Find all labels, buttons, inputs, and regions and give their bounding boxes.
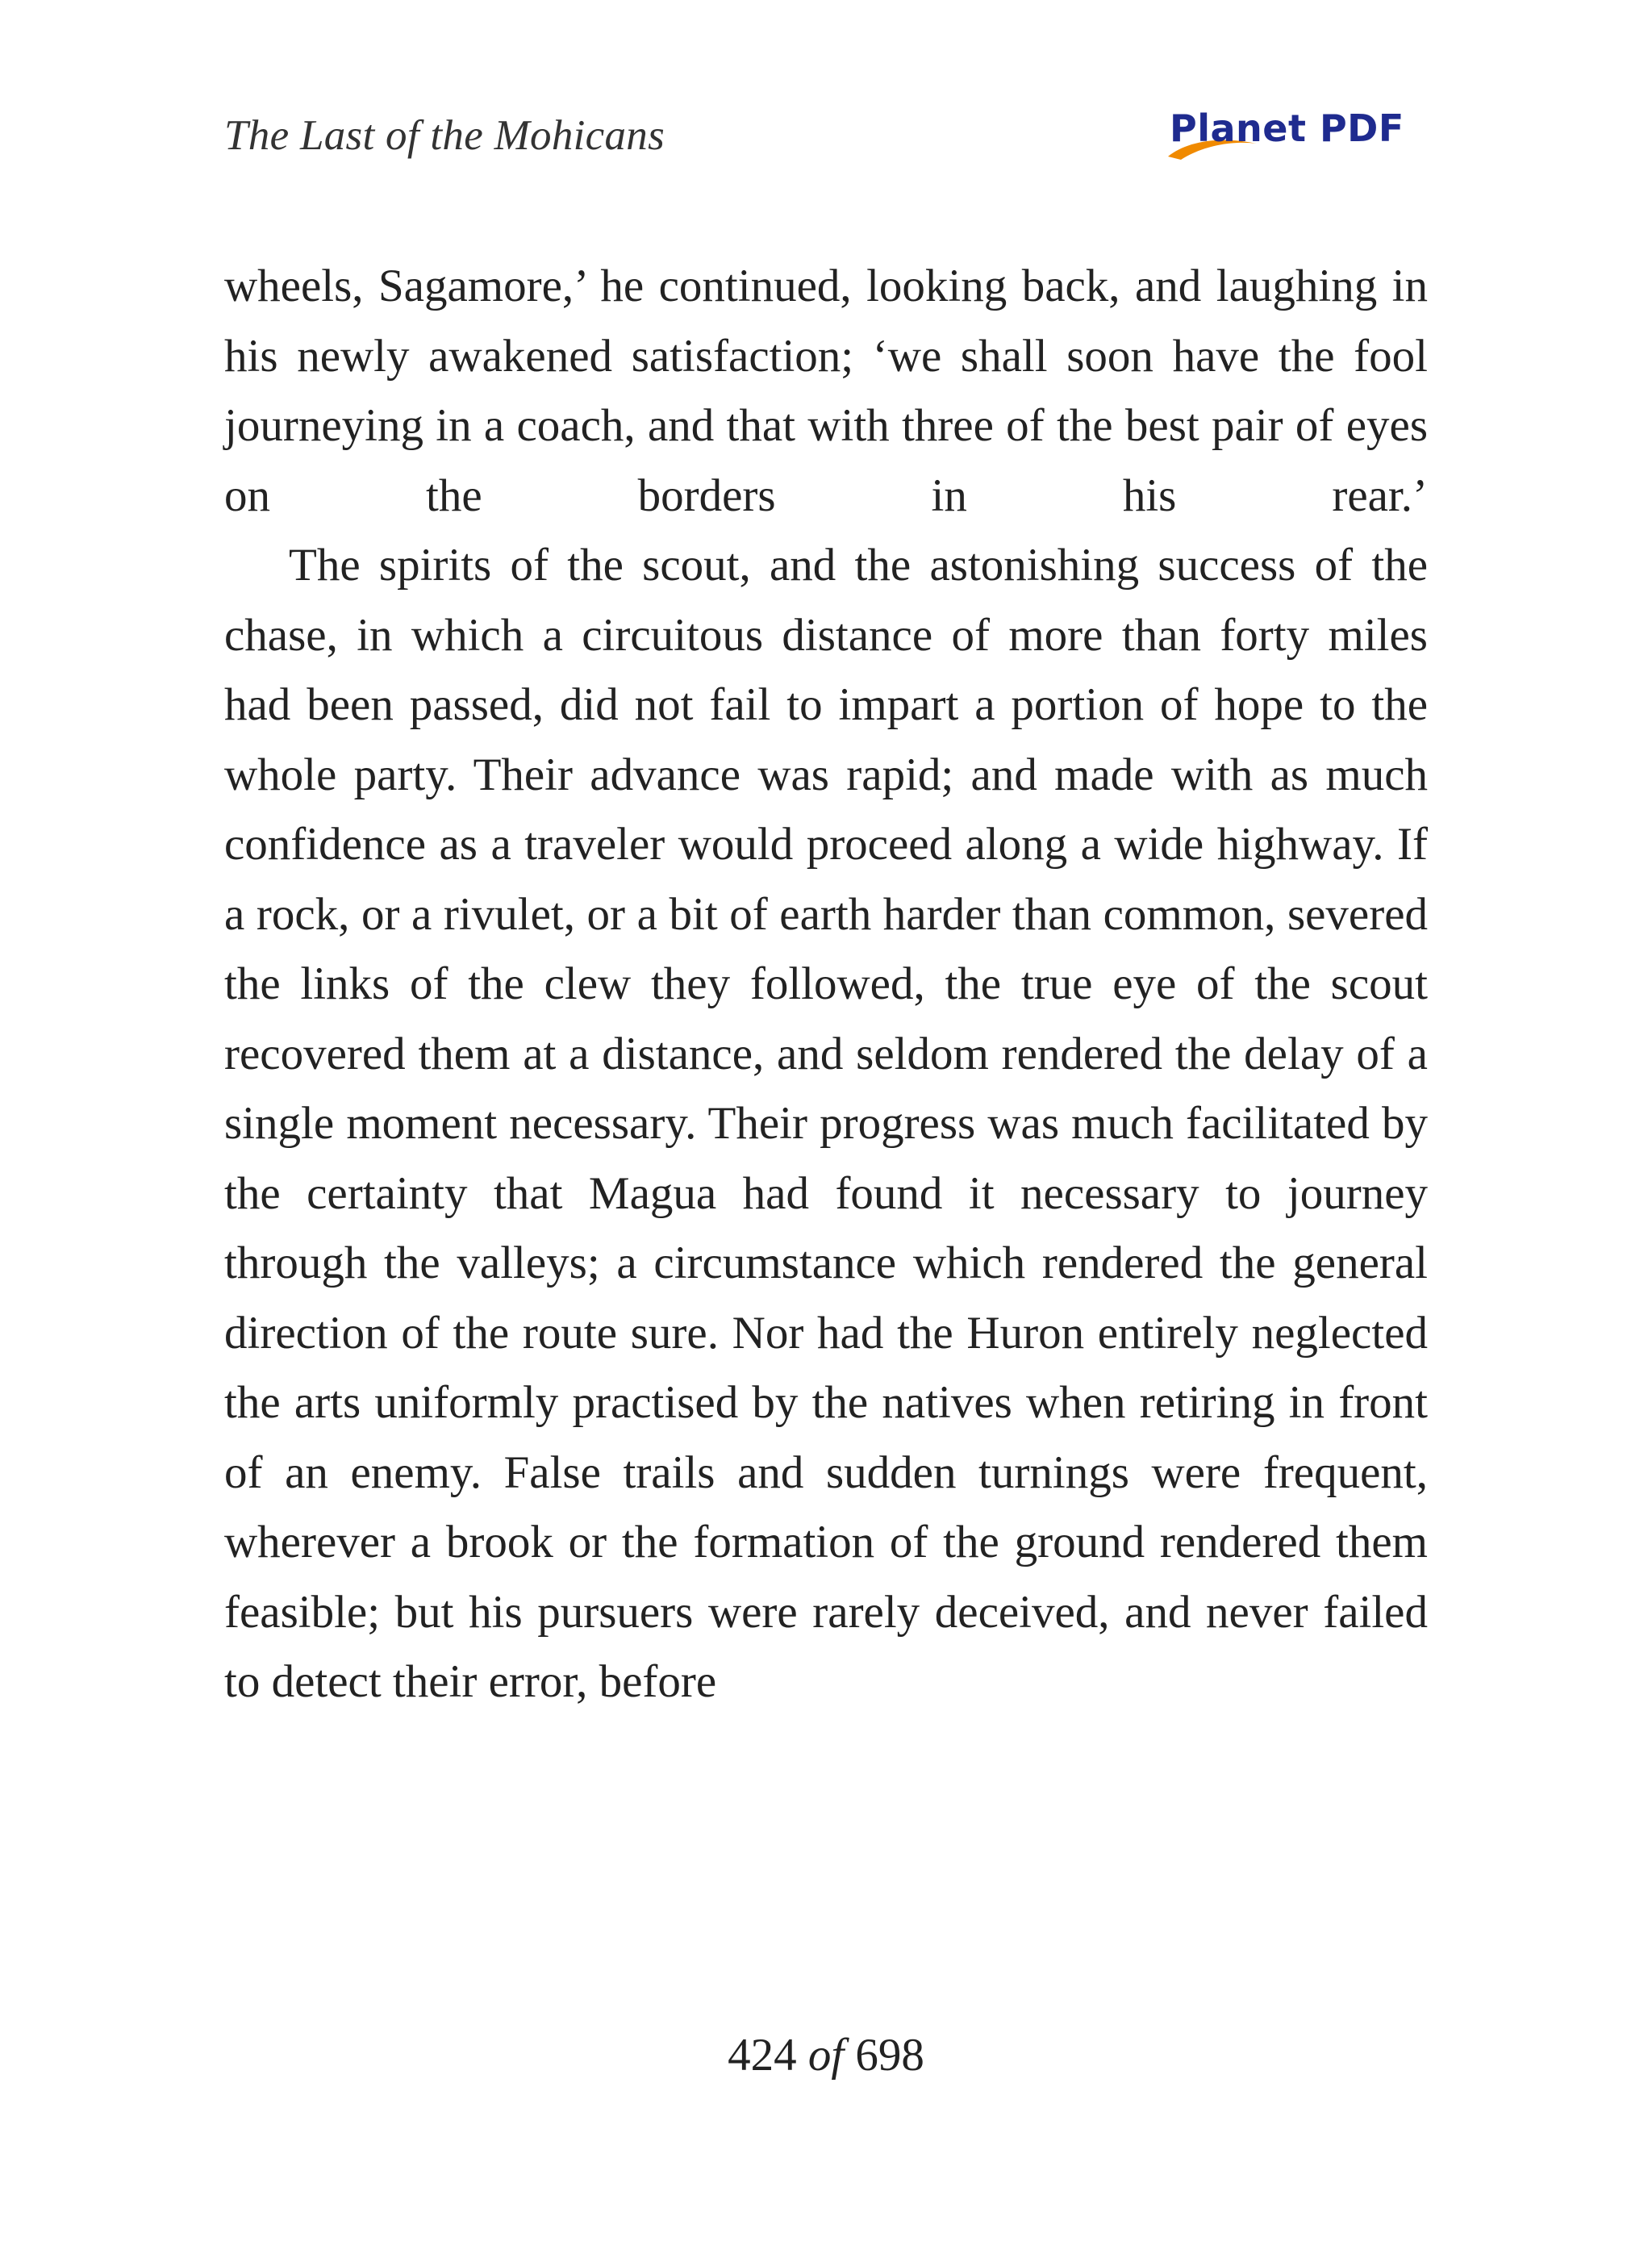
planet-pdf-logo <box>1162 106 1428 171</box>
page-of-label: of <box>807 2030 845 2081</box>
current-page-number: 424 <box>728 2030 797 2081</box>
paragraph: wheels, Sagamore,’ he continued, looking back, and laughing in his newly awakened satisfaction; ‘we shall soon have the fool journeying in a coach, and that with three of the best pair of eyes on the borders in his rear.’ <box>224 261 1428 521</box>
page-header <box>224 106 1428 171</box>
paragraph: The spirits of the scout, and the astonishing success of the chase, in which a circuitous distance of more than forty miles had been passed, did not fail to impart a portion of hope to the whole party. Their advance was rapid; and made with as much confidence as a traveler would proceed along a wide highway. If a rock, or a rivulet, or a bit of earth harder than common, severed the links of the clew they followed, the true eye of the scout recovered them at a distance, and seldom rendered the delay of a single moment necessary. Their progress was much facilitated by the certainty that Magua had found it necessary to journey through the valleys; a circumstance which rendered the general direction of the route sure. Nor had the Huron entirely neglected the arts uniformly practised by the natives when retiring in front of an enemy. False trails and sudden turnings were frequent, wherever a brook or the formation of the ground rendered them feasible; but his pursuers were rarely deceived, and never failed to detect their error, before <box>224 540 1428 1707</box>
page-footer <box>0 2029 1652 2081</box>
total-pages-number: 698 <box>855 2030 924 2081</box>
running-title: The Last of the Mohicans <box>224 112 665 159</box>
logo-text: Planet PDF <box>1170 106 1404 150</box>
page-body <box>224 252 1428 1718</box>
